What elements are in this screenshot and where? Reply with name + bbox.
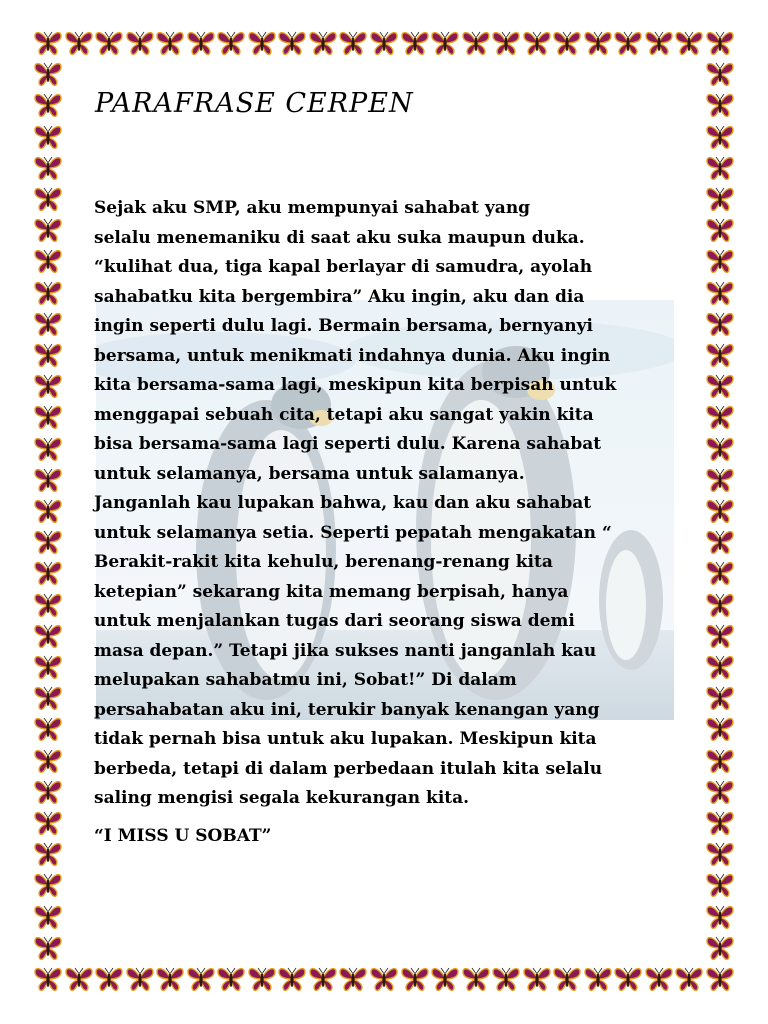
- butterfly-icon: [705, 436, 735, 463]
- butterfly-icon: [705, 186, 735, 213]
- butterfly-icon: [369, 966, 399, 993]
- butterfly-icon: [522, 30, 552, 57]
- butterfly-icon: [33, 373, 63, 400]
- butterfly-icon: [461, 966, 491, 993]
- butterfly-icon: [33, 280, 63, 307]
- butterfly-icon: [308, 30, 338, 57]
- butterfly-icon: [705, 685, 735, 712]
- butterfly-icon: [705, 529, 735, 556]
- butterfly-icon: [583, 30, 613, 57]
- butterfly-icon: [155, 966, 185, 993]
- butterfly-icon: [33, 623, 63, 650]
- butterfly-icon: [277, 30, 307, 57]
- butterfly-icon: [705, 498, 735, 525]
- closing-line: “I MISS U SOBAT”: [94, 826, 272, 846]
- butterfly-icon: [33, 311, 63, 338]
- butterfly-icon: [247, 966, 277, 993]
- butterfly-icon: [705, 872, 735, 899]
- butterfly-icon: [33, 61, 63, 88]
- butterfly-icon: [186, 966, 216, 993]
- butterfly-icon: [705, 810, 735, 837]
- butterfly-icon: [461, 30, 491, 57]
- butterfly-icon: [64, 966, 94, 993]
- butterfly-icon: [64, 30, 94, 57]
- butterfly-icon: [705, 592, 735, 619]
- butterfly-icon: [705, 30, 735, 57]
- butterfly-icon: [552, 30, 582, 57]
- butterfly-icon: [400, 30, 430, 57]
- butterfly-icon: [33, 30, 63, 57]
- butterfly-icon: [705, 560, 735, 587]
- butterfly-icon: [644, 966, 674, 993]
- butterfly-icon: [33, 841, 63, 868]
- butterfly-icon: [33, 436, 63, 463]
- butterfly-icon: [338, 966, 368, 993]
- butterfly-icon: [491, 966, 521, 993]
- butterfly-icon: [705, 342, 735, 369]
- butterfly-icon: [216, 30, 246, 57]
- butterfly-icon: [33, 654, 63, 681]
- butterfly-icon: [705, 124, 735, 151]
- butterfly-icon: [705, 92, 735, 119]
- butterfly-icon: [94, 30, 124, 57]
- butterfly-icon: [705, 248, 735, 275]
- butterfly-icon: [33, 217, 63, 244]
- butterfly-icon: [33, 935, 63, 962]
- butterfly-icon: [430, 966, 460, 993]
- butterfly-icon: [705, 404, 735, 431]
- butterfly-icon: [705, 935, 735, 962]
- butterfly-icon: [33, 467, 63, 494]
- butterfly-icon: [705, 217, 735, 244]
- butterfly-icon: [674, 30, 704, 57]
- butterfly-icon: [33, 404, 63, 431]
- butterfly-icon: [277, 966, 307, 993]
- butterfly-icon: [400, 966, 430, 993]
- butterfly-icon: [216, 966, 246, 993]
- butterfly-icon: [33, 124, 63, 151]
- butterfly-icon: [705, 966, 735, 993]
- butterfly-icon: [33, 342, 63, 369]
- butterfly-icon: [308, 966, 338, 993]
- butterfly-icon: [674, 966, 704, 993]
- butterfly-icon: [552, 966, 582, 993]
- butterfly-icon: [33, 872, 63, 899]
- butterfly-icon: [705, 280, 735, 307]
- butterfly-icon: [522, 966, 552, 993]
- butterfly-icon: [33, 592, 63, 619]
- butterfly-icon: [705, 748, 735, 775]
- butterfly-icon: [33, 810, 63, 837]
- butterfly-icon: [33, 529, 63, 556]
- butterfly-icon: [33, 748, 63, 775]
- story-paragraph: Sejak aku SMP, aku mempunyai sahabat yang selalu menemaniku di saat aku suka maupun duka. “kulihat dua, tiga kapal berlayar di samudra, ayolah sahabatku kita bergembira” Aku ingin, aku dan dia ingin seperti dulu lagi. Bermain bersama, bernyanyi bersama, untuk menikmati indahnya dunia. Aku ingin kita bersama-sama lagi, meskipun kita berpisah untuk menggapai sebuah cita, tetapi aku sangat yakin kita bisa bersama-sama lagi seperti dulu. Karena sahabat untuk selamanya, bersama untuk salamanya. Janganlah kau lupakan bahwa, kau dan aku sahabat untuk selamanya setia. Seperti pepatah mengakatan “ Berakit-rakit kita kehulu, berenang-renang kita ketepian” sekarang kita memang berpisah, hanya untuk menjalankan tugas dari seorang siswa demi masa depan.” Tetapi jika sukses nanti janganlah kau melupakan sahabatmu ini, Sobat!” Di dalam persahabatan aku ini, terukir banyak kenangan yang tidak pernah bisa untuk aku lupakan. Meskipun kita berbeda, tetapi di dalam perbedaan itulah kita selalu saling mengisi segala kekurangan kita.: [94, 198, 617, 808]
- butterfly-icon: [33, 560, 63, 587]
- butterfly-icon: [705, 779, 735, 806]
- butterfly-icon: [613, 966, 643, 993]
- butterfly-icon: [705, 155, 735, 182]
- butterfly-icon: [33, 92, 63, 119]
- butterfly-icon: [33, 966, 63, 993]
- butterfly-icon: [705, 311, 735, 338]
- butterfly-icon: [33, 248, 63, 275]
- butterfly-icon: [705, 654, 735, 681]
- butterfly-icon: [186, 30, 216, 57]
- butterfly-icon: [705, 61, 735, 88]
- butterfly-icon: [583, 966, 613, 993]
- butterfly-icon: [705, 373, 735, 400]
- butterfly-icon: [125, 966, 155, 993]
- butterfly-icon: [33, 904, 63, 931]
- butterfly-icon: [33, 155, 63, 182]
- butterfly-icon: [705, 716, 735, 743]
- butterfly-icon: [94, 966, 124, 993]
- butterfly-icon: [33, 779, 63, 806]
- butterfly-icon: [33, 186, 63, 213]
- document-title: PARAFRASE CERPEN: [95, 88, 414, 119]
- butterfly-icon: [644, 30, 674, 57]
- butterfly-icon: [705, 623, 735, 650]
- butterfly-icon: [430, 30, 460, 57]
- butterfly-icon: [125, 30, 155, 57]
- butterfly-icon: [491, 30, 521, 57]
- butterfly-icon: [705, 467, 735, 494]
- butterfly-icon: [33, 716, 63, 743]
- butterfly-icon: [33, 498, 63, 525]
- butterfly-icon: [33, 685, 63, 712]
- butterfly-icon: [369, 30, 399, 57]
- butterfly-icon: [705, 904, 735, 931]
- butterfly-icon: [155, 30, 185, 57]
- butterfly-icon: [613, 30, 643, 57]
- butterfly-icon: [705, 841, 735, 868]
- butterfly-icon: [338, 30, 368, 57]
- butterfly-icon: [247, 30, 277, 57]
